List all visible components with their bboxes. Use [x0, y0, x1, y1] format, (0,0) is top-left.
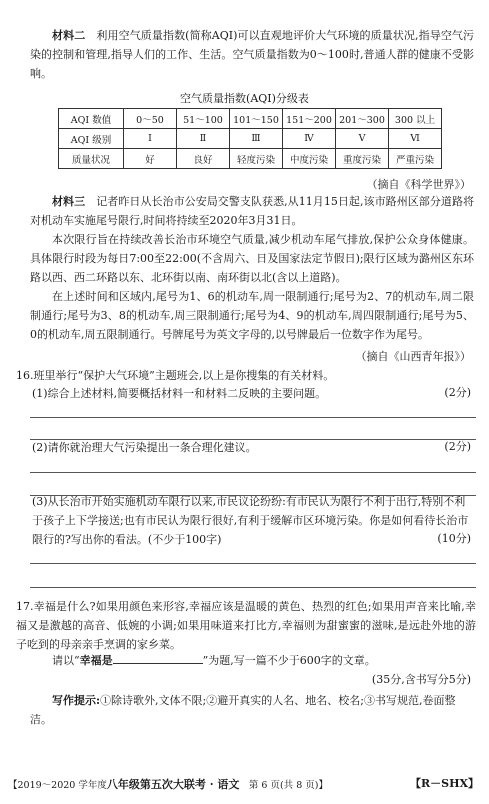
aqi-table-row — [59, 109, 442, 129]
aqi-cell: 201～300 — [336, 109, 389, 129]
aqi-cell: 严重污染 — [389, 149, 442, 169]
question-17-prompt — [52, 651, 472, 670]
question-16-2: (2)请你就治理大气污染提出一条合理化建议。 — [32, 441, 257, 454]
footer-subject: 大联考 · 语文 — [172, 778, 240, 791]
question-16-3-score: (10分) — [437, 532, 471, 545]
aqi-cell: 300 以上 — [389, 109, 442, 129]
question-16-3: (3)从长治市开始实施机动车限行以来,市民议论纷纷:有市民认为限行不利于出行,特别不利于孩子上下学接送;也有市民认为限行很好,有利于缓解市区环境污染。你是如何看待长治市限行的?写出你的看法。(不少于100字) — [32, 495, 469, 546]
question-17-stem: 17.幸福是什么?如果用颜色来形容,幸福应该是温暖的黄色、热烈的红色;如果用声音来比喻,幸福又是激越的高音、低婉的小调;如果用味道来打比方,幸福则为甜蜜蜜的滋味,是远赴外地的游子吃到的母亲亲手烹调的家乡菜。 — [16, 600, 476, 651]
answer-line[interactable] — [30, 472, 476, 473]
aqi-cell: Ⅱ — [177, 129, 230, 149]
material-three-paragraph-2: 本次限行旨在持续改善长治市环境空气质量,减少机动车尾气排放,保护公众身体健康。具体限行时段为每日7:00至22:00(不含周六、日及国家法定节假日);限行区域为潞州区东环路以西、西二环路以东、北环街以南、南环街以北(含以上道路)。 — [30, 233, 474, 284]
aqi-cell: Ⅳ — [283, 129, 336, 149]
prompt-pre: 请以“ — [52, 654, 80, 667]
aqi-cell: 151～200 — [283, 109, 336, 129]
footer-year: 【2019～2020 学年度 — [8, 780, 107, 791]
material-two-label: 材料二 — [52, 29, 86, 42]
question-16-1: (1)综合上述材料,简要概括材料一和材料二反映的主要问题。 — [32, 387, 327, 400]
material-three-text-1: 记者昨日从长治市公安局交警支队获悉,从11月15日起,该市路州区部分道路将对机动车实施尾号限行,时间将持续至2020年3月31日。 — [30, 195, 475, 227]
source-science-world: （摘自《科学世界》） — [366, 178, 471, 191]
aqi-table-title: 空气质量指数(AQI)分级表 — [180, 92, 309, 105]
aqi-table-row — [59, 129, 442, 149]
writing-tips — [30, 691, 476, 729]
material-two-paragraph — [30, 26, 474, 83]
aqi-cell: 0～50 — [124, 109, 177, 129]
aqi-table — [58, 108, 442, 169]
question-16-2-score: (2分) — [444, 440, 471, 453]
aqi-cell: 良好 — [177, 149, 230, 169]
aqi-cell: 101～150 — [230, 109, 283, 129]
aqi-cell: 51～100 — [177, 109, 230, 129]
material-three-paragraph-3: 在上述时间和区域内,尾号为1、6的机动车,周一限制通行;尾号为2、7的机动车,周二限制通行;尾号为3、8的机动车,周三限制通行;尾号为4、9的机动车,周四限制通行;尾号为5、0的机动车,周五限制通行。号牌尾号为英文字母的,以号牌最后一位数字作为尾号。 — [30, 290, 474, 341]
aqi-row-header: AQI 级别 — [59, 129, 124, 149]
material-three-paragraph-1 — [30, 192, 474, 230]
footer-code: 【R－SHX】 — [409, 777, 479, 790]
aqi-row-header: AQI 数值 — [59, 109, 124, 129]
answer-line[interactable] — [30, 587, 476, 588]
writing-tips-text: ①除诗歌外,文体不限;②避开真实的人名、地名、校名;③书写规范,卷面整洁。 — [30, 694, 456, 726]
material-three-label: 材料三 — [52, 195, 86, 208]
question-16-stem: 16.班里举行“保护大气环境”主题班会,以上是你搜集的有关材料。 — [16, 369, 335, 382]
answer-line[interactable] — [30, 417, 476, 418]
aqi-cell: 中度污染 — [283, 149, 336, 169]
aqi-cell: Ⅰ — [124, 129, 177, 149]
prompt-post: ”为题,写一篇不少于600字的文章。 — [202, 654, 376, 667]
aqi-row-header: 质量状况 — [59, 149, 124, 169]
question-17-score: (35分,含书写分5分) — [371, 673, 471, 686]
footer-grade: 八年级第五次 — [106, 778, 173, 791]
writing-tips-label: 写作提示: — [52, 694, 101, 707]
footer-left — [8, 776, 328, 792]
aqi-cell: Ⅲ — [230, 129, 283, 149]
question-16-1-score: (2分) — [444, 386, 471, 399]
answer-line[interactable] — [30, 563, 476, 564]
aqi-table-row — [59, 149, 442, 169]
aqi-cell: Ⅵ — [389, 129, 442, 149]
source-shanxi-youth-daily: （摘自《山西青年报》） — [355, 350, 471, 363]
title-blank[interactable] — [113, 651, 203, 664]
aqi-cell: 好 — [124, 149, 177, 169]
aqi-cell: 轻度污染 — [230, 149, 283, 169]
prompt-key: 幸福是 — [79, 654, 113, 667]
material-two-text: 利用空气质量指数(简称AQI)可以直观地评价大气环境的质量状况,指导空气污染的控制和管理,指导人们的工作、生活。空气质量指数为0～100时,普通人群的健康不受影响。 — [30, 29, 475, 80]
footer-page-number: 第 6 页(共 8 页)】 — [248, 780, 328, 791]
aqi-cell: Ⅴ — [336, 129, 389, 149]
aqi-cell: 重度污染 — [336, 149, 389, 169]
